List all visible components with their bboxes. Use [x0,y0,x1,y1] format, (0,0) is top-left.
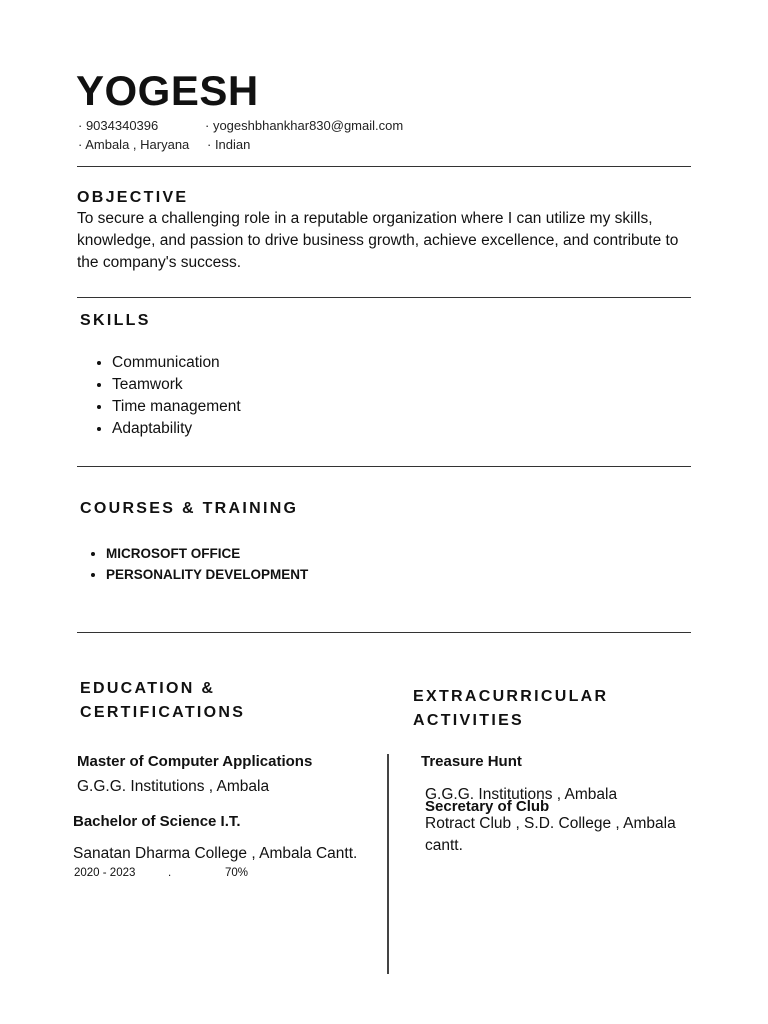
extracurricular-heading-line1: EXTRACURRICULAR [413,688,609,705]
skill-item: • Communication [112,352,241,374]
objective-heading: OBJECTIVE [77,189,189,206]
education-heading-line2: CERTIFICATIONS [80,704,246,721]
phone-number: · 9034340396 [78,118,159,133]
institution: Sanatan Dharma College , Ambala Cantt. [73,845,358,862]
divider [77,297,691,298]
skills-list [94,352,241,440]
skill-item: • Adaptability [112,418,241,440]
divider [77,166,691,167]
divider [77,466,691,467]
skill-item: • Teamwork [112,374,241,396]
degree-title: Bachelor of Science I.T. [73,813,241,830]
email-address: · yogeshbhankhar830@gmail.com [205,118,404,133]
activity-place: Rotract Club , S.D. College , Ambala cantt. [425,815,676,854]
course-item: • MICROSOFT OFFICE [106,544,308,565]
column-divider [387,754,389,974]
activity-title: Secretary of Club [425,798,550,815]
extracurricular-heading-line2: ACTIVITIES [413,712,525,729]
location: · Ambala , Haryana [78,137,190,152]
degree-title: Master of Computer Applications [77,753,313,770]
divider [77,632,691,633]
skills-heading: SKILLS [80,312,151,329]
education-separator: . [168,867,172,879]
education-years: 2020 - 2023 [74,867,136,879]
education-score: 70% [225,867,249,879]
objective-text: To secure a challenging role in a reputable organization where I can utilize my skills, knowledge, and passion to drive business growth, achieve excellence, and contribute to the company's success. [77,210,679,271]
courses-list [88,544,308,585]
activity-place: G.G.G. Institutions , Ambala [425,786,618,803]
course-item: • PERSONALITY DEVELOPMENT [106,565,308,586]
activity-title: Treasure Hunt [421,753,522,770]
nationality: · Indian [207,137,251,152]
institution: G.G.G. Institutions , Ambala [77,778,270,795]
skill-item: • Time management [112,396,241,418]
candidate-name: YOGESH [76,67,259,114]
education-heading-line1: EDUCATION & [80,680,216,697]
courses-heading: COURSES & TRAINING [80,500,299,517]
